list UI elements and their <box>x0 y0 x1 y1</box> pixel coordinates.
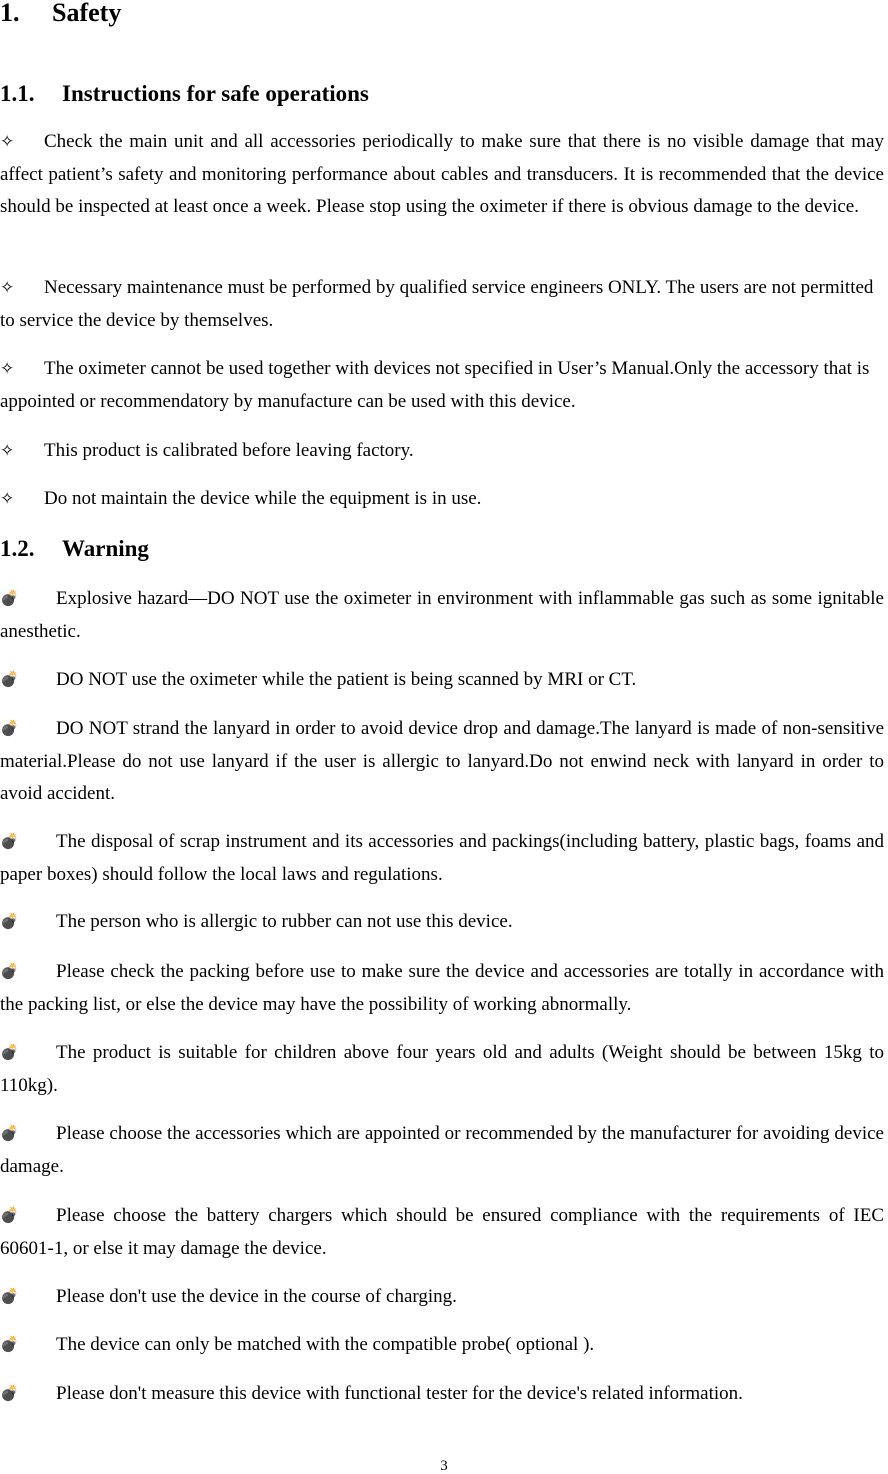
page-number: 3 <box>440 1458 448 1474</box>
bomb-icon: 💣 <box>0 1043 19 1061</box>
instruction-item: ✧ Check the main unit and all accessories periodically to make sure that there is no visible damage that may affect patient’s safety and monitoring performance about cables and transducers. It is recommended that the device should be inspected at least once a week. Please stop using the oximeter if there is obvious damage to the device. <box>0 126 884 224</box>
instruction-item: ✧ The oximeter cannot be used together with devices not specified in User’s Manual.Only the accessory that is appointed or recommendatory by manufacture can be used with this device. <box>0 353 884 418</box>
bomb-icon: 💣 <box>0 1335 19 1353</box>
warning-item: 💣 The disposal of scrap instrument and its accessories and packings(including battery, plastic bags, foams and paper boxes) should follow the local laws and regulations. <box>0 825 884 891</box>
subsection-title: Instructions for safe operations <box>62 81 369 106</box>
warning-item: 💣 The device can only be matched with the compatible probe( optional ). <box>0 1328 884 1362</box>
warning-item: 💣 Explosive hazard—DO NOT use the oximeter in environment with inflammable gas such as some ignitable anesthetic. <box>0 582 884 648</box>
hollow-diamond-star-icon: ✧ <box>0 441 15 461</box>
subsection-number: 1.1. <box>0 81 35 106</box>
section-title: Safety <box>52 0 122 27</box>
bomb-icon: 💣 <box>0 719 19 737</box>
subsection-heading-instructions <box>0 80 369 108</box>
warning-item: 💣 The person who is allergic to rubber can not use this device. <box>0 905 884 939</box>
hollow-diamond-star-icon: ✧ <box>0 489 15 509</box>
instruction-item: ✧ This product is calibrated before leaving factory. <box>0 435 884 468</box>
section-heading <box>0 0 121 28</box>
warning-item: 💣 Please choose the accessories which are appointed or recommended by the manufacturer for avoiding device damage. <box>0 1117 884 1183</box>
bomb-icon: 💣 <box>0 962 19 980</box>
bomb-icon: 💣 <box>0 912 19 930</box>
warning-item: 💣 DO NOT use the oximeter while the patient is being scanned by MRI or CT. <box>0 663 884 697</box>
hollow-diamond-star-icon: ✧ <box>0 278 15 298</box>
bomb-icon: 💣 <box>0 832 19 850</box>
bomb-icon: 💣 <box>0 1124 19 1142</box>
hollow-diamond-star-icon: ✧ <box>0 359 15 379</box>
warning-item: 💣 Please choose the battery chargers which should be ensured compliance with the requirements of IEC 60601-1, or else it may damage the device. <box>0 1199 884 1265</box>
bomb-icon: 💣 <box>0 1206 19 1224</box>
subsection-number: 1.2. <box>0 536 35 561</box>
instruction-item: ✧ Do not maintain the device while the equipment is in use. <box>0 483 884 516</box>
bomb-icon: 💣 <box>0 670 19 688</box>
warning-item: 💣 The product is suitable for children above four years old and adults (Weight should be between 15kg to 110kg). <box>0 1036 884 1102</box>
subsection-title: Warning <box>62 536 149 561</box>
instruction-item: ✧ Necessary maintenance must be performed by qualified service engineers ONLY. The users are not permitted to service the device by themselves. <box>0 272 884 337</box>
bomb-icon: 💣 <box>0 1287 19 1305</box>
section-number: 1. <box>0 0 20 27</box>
hollow-diamond-star-icon: ✧ <box>0 132 15 152</box>
bomb-icon: 💣 <box>0 1384 19 1402</box>
warning-item: 💣 Please don't measure this device with functional tester for the device's related information. <box>0 1377 884 1411</box>
warning-item: 💣 Please check the packing before use to make sure the device and accessories are totally in accordance with the packing list, or else the device may have the possibility of working abnormally. <box>0 955 884 1021</box>
warning-item: 💣 DO NOT strand the lanyard in order to avoid device drop and damage.The lanyard is made of non-sensitive material.Please do not use lanyard if the user is allergic to lanyard.Do not enwind neck with lanyard in order to avoid accident. <box>0 712 884 811</box>
subsection-heading-warning <box>0 535 149 563</box>
bomb-icon: 💣 <box>0 589 19 607</box>
warning-item: 💣 Please don't use the device in the course of charging. <box>0 1280 884 1314</box>
